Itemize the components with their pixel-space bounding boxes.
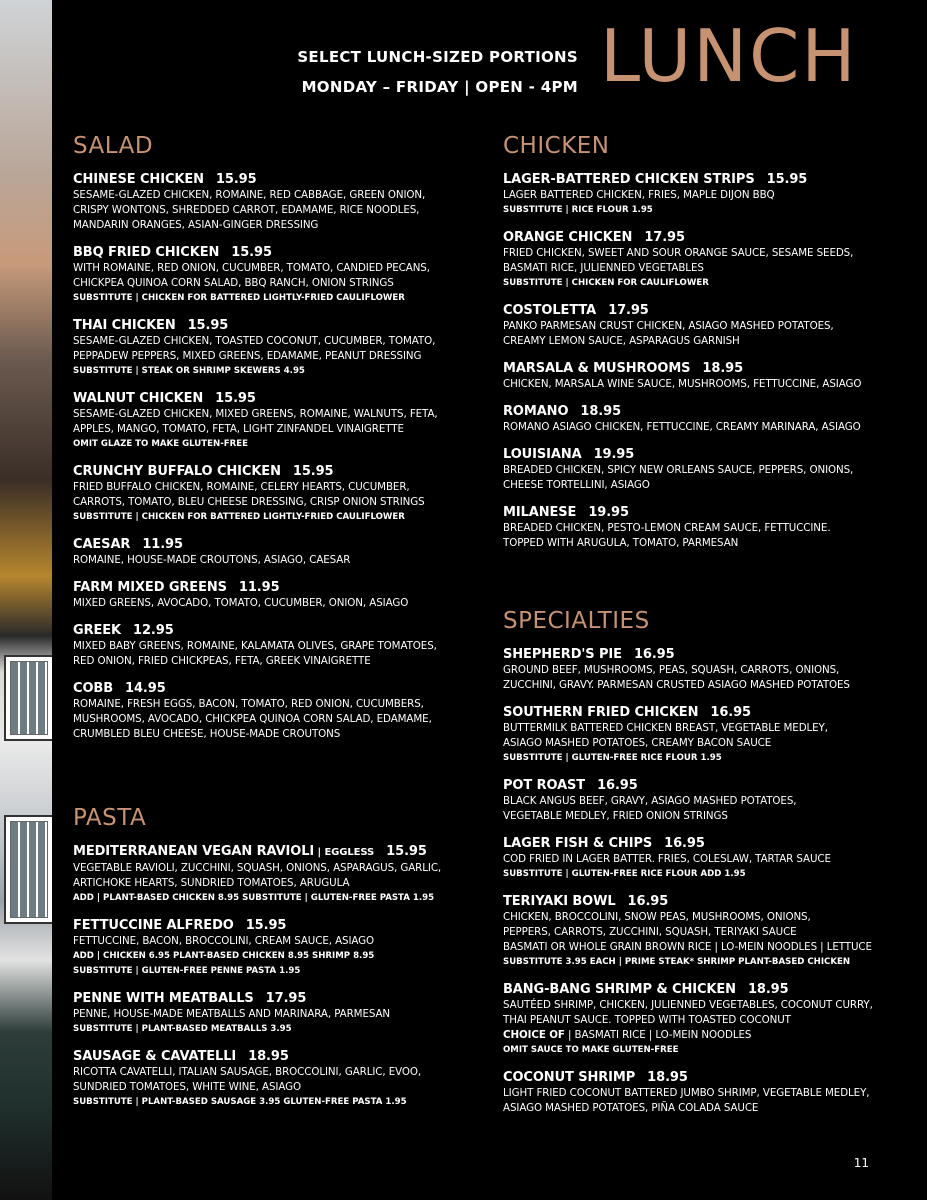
menu-item-name: COCONUT SHRIMP xyxy=(503,1070,636,1085)
menu-item-name: COSTOLETTA xyxy=(503,303,597,318)
menu-item-description: COD FRIED IN LAGER BATTER. FRIES, COLESLAW, TARTAR SAUCE xyxy=(503,853,831,865)
specialties-section xyxy=(503,608,908,1128)
menu-item-price: 16.95 xyxy=(627,894,669,909)
menu-item-name: SAUSAGE & CAVATELLI xyxy=(73,1049,237,1064)
menu-item-description: VEGETABLE RAVIOLI, ZUCCHINI, SQUASH, ONIONS, ASPARAGUS, GARLIC, xyxy=(73,862,442,874)
menu-item-note: SUBSTITUTE | CHICKEN FOR BATTERED LIGHTLY-FRIED CAULIFLOWER xyxy=(73,293,405,303)
menu-item-name: CRUNCHY BUFFALO CHICKEN xyxy=(73,464,281,479)
menu-item-description: SUNDRIED TOMATOES, WHITE WINE, ASIAGO xyxy=(73,1081,301,1093)
menu-item-description: CRUMBLED BLEU CHEESE, HOUSE-MADE CROUTONS xyxy=(73,728,341,740)
menu-item-name: BANG-BANG SHRIMP & CHICKEN xyxy=(503,982,736,997)
menu-item-name-row xyxy=(73,844,483,861)
menu-item-name: WALNUT CHICKEN xyxy=(73,391,204,406)
section-title-salad: SALAD xyxy=(73,133,154,159)
menu-item-name-row xyxy=(73,580,483,596)
menu-item-name-row xyxy=(73,464,483,480)
menu-item-name: FARM MIXED GREENS xyxy=(73,580,227,595)
menu-item-description: LAGER BATTERED CHICKEN, FRIES, MAPLE DIJON BBQ xyxy=(503,189,775,201)
menu-item xyxy=(73,681,483,742)
menu-item xyxy=(503,705,908,766)
menu-item-price: 17.95 xyxy=(608,303,649,318)
menu-item-note: ADD | PLANT-BASED CHICKEN 8.95 SUBSTITUTE | GLUTEN-FREE PASTA 1.95 xyxy=(73,893,435,903)
menu-item xyxy=(503,361,908,392)
menu-item-description: CRISPY WONTONS, SHREDDED CARROT, EDAMAME, RICE NOODLES, xyxy=(73,204,420,216)
menu-item-note: SUBSTITUTE | GLUTEN-FREE RICE FLOUR ADD 1.95 xyxy=(503,869,746,879)
menu-item-description: ROMANO ASIAGO CHICKEN, FETTUCCINE, CREAMY MARINARA, ASIAGO xyxy=(503,421,861,433)
menu-item-name: LAGER-BATTERED CHICKEN STRIPS xyxy=(503,172,755,187)
menu-item xyxy=(73,844,483,906)
menu-item-name: CAESAR xyxy=(73,537,131,552)
menu-item-name-row xyxy=(503,303,908,319)
menu-item-name-row xyxy=(73,391,483,407)
menu-item-price: 18.95 xyxy=(647,1070,688,1085)
menu-item-price: 16.95 xyxy=(597,778,638,793)
menu-item-name-row xyxy=(503,447,908,463)
window-image xyxy=(4,815,52,924)
menu-item-tag: | EGGLESS xyxy=(314,847,375,858)
menu-item-note: SUBSTITUTE | GLUTEN-FREE RICE FLOUR 1.95 xyxy=(503,753,722,763)
menu-item-price: 14.95 xyxy=(125,681,166,696)
menu-item-name-row xyxy=(73,172,483,188)
menu-item-price: 15.95 xyxy=(231,245,272,260)
menu-item-description: MIXED BABY GREENS, ROMAINE, KALAMATA OLIVES, GRAPE TOMATOES, xyxy=(73,640,437,652)
menu-item-description: MIXED GREENS, AVOCADO, TOMATO, CUCUMBER, ONION, ASIAGO xyxy=(73,597,409,609)
menu-item-name: TERIYAKI BOWL xyxy=(503,894,616,909)
menu-item-description: CHICKPEA QUINOA CORN SALAD, BBQ RANCH, ONION STRINGS xyxy=(73,277,394,289)
menu-item xyxy=(503,505,908,551)
menu-item-description: CHICKEN, BROCCOLINI, SNOW PEAS, MUSHROOMS, ONIONS, xyxy=(503,911,811,923)
menu-item-name-row xyxy=(503,836,908,852)
menu-item-note: SUBSTITUTE | RICE FLOUR 1.95 xyxy=(503,205,653,215)
menu-item-description: SESAME-GLAZED CHICKEN, TOASTED COCONUT, CUCUMBER, TOMATO, xyxy=(73,335,436,347)
menu-item-name-row xyxy=(503,230,908,246)
menu-item-description: ASIAGO MASHED POTATOES, PIÑA COLADA SAUCE xyxy=(503,1102,759,1114)
menu-item-price: 11.95 xyxy=(142,537,183,552)
menu-item-description: LIGHT FRIED COCONUT BATTERED JUMBO SHRIMP, VEGETABLE MEDLEY, xyxy=(503,1087,870,1099)
menu-item-note: SUBSTITUTE | PLANT-BASED SAUSAGE 3.95 GLUTEN-FREE PASTA 1.95 xyxy=(73,1097,407,1107)
menu-item-description: THAI PEANUT SAUCE. TOPPED WITH TOASTED COCONUT xyxy=(503,1014,791,1026)
menu-item-name-row xyxy=(503,505,908,521)
menu-item-description: CHEESE TORTELLINI, ASIAGO xyxy=(503,479,650,491)
menu-item-description: ROMAINE, HOUSE-MADE CROUTONS, ASIAGO, CAESAR xyxy=(73,554,351,566)
menu-item xyxy=(73,245,483,306)
menu-item xyxy=(73,537,483,568)
menu-item-price: 15.95 xyxy=(292,464,334,479)
menu-item-name-row xyxy=(73,623,483,639)
menu-item-name-row xyxy=(503,361,908,377)
menu-item-description: PEPPADEW PEPPERS, MIXED GREENS, EDAMAME, PEANUT DRESSING xyxy=(73,350,422,362)
menu-item-price: 17.95 xyxy=(644,230,685,245)
page-number: 11 xyxy=(853,1156,869,1170)
menu-item-description: SAUTÉED SHRIMP, CHICKEN, JULIENNED VEGETABLES, COCONUT CURRY, xyxy=(503,999,873,1011)
lunch-portions-subtitle: SELECT LUNCH-SIZED PORTIONS xyxy=(297,48,578,66)
section-title-pasta: PASTA xyxy=(73,805,147,831)
menu-item-description: SESAME-GLAZED CHICKEN, ROMAINE, RED CABBAGE, GREEN ONION, xyxy=(73,189,426,201)
menu-item-choice xyxy=(503,1028,908,1043)
menu-item-name-row xyxy=(503,172,908,188)
menu-item xyxy=(503,647,908,693)
menu-item xyxy=(73,464,483,525)
menu-item xyxy=(73,580,483,611)
menu-item-price: 15.95 xyxy=(386,844,427,859)
menu-item-price: 15.95 xyxy=(187,318,229,333)
section-title-chicken: CHICKEN xyxy=(503,133,610,159)
menu-item-name-row xyxy=(73,681,483,697)
menu-item-name: SHEPHERD'S PIE xyxy=(503,647,622,662)
menu-item-note: SUBSTITUTE | CHICKEN FOR BATTERED LIGHTLY-FRIED CAULIFLOWER xyxy=(73,512,405,522)
menu-item-note: OMIT SAUCE TO MAKE GLUTEN-FREE xyxy=(503,1045,679,1055)
menu-item-name-row xyxy=(503,1070,908,1086)
menu-item-description: SESAME-GLAZED CHICKEN, MIXED GREENS, ROMAINE, WALNUTS, FETA, xyxy=(73,408,438,420)
menu-item-name-row xyxy=(503,778,908,794)
menu-item-price: 17.95 xyxy=(265,991,307,1006)
menu-item-name: POT ROAST xyxy=(503,778,586,793)
menu-item xyxy=(73,991,483,1037)
menu-item-price: 18.95 xyxy=(580,404,622,419)
menu-item-description: BASMATI OR WHOLE GRAIN BROWN RICE | LO-MEIN NOODLES | LETTUCE xyxy=(503,941,872,953)
menu-item xyxy=(503,447,908,493)
menu-item-name: ROMANO xyxy=(503,404,569,419)
menu-item-description: PENNE, HOUSE-MADE MEATBALLS AND MARINARA, PARMESAN xyxy=(73,1008,391,1020)
menu-item-name-row xyxy=(73,991,483,1007)
choice-options: | BASMATI RICE | LO-MEIN NOODLES xyxy=(564,1029,752,1041)
menu-item xyxy=(503,982,908,1058)
menu-item xyxy=(503,894,908,970)
menu-item-name-row xyxy=(73,245,483,261)
choice-label: CHOICE OF xyxy=(503,1029,565,1041)
menu-item-name: PENNE WITH MEATBALLS xyxy=(73,991,254,1006)
menu-item-description: CHICKEN, MARSALA WINE SAUCE, MUSHROOMS, FETTUCCINE, ASIAGO xyxy=(503,378,862,390)
menu-item-price: 15.95 xyxy=(215,172,257,187)
salad-section xyxy=(73,133,483,754)
menu-item-name: MARSALA & MUSHROOMS xyxy=(503,361,691,376)
menu-item-name: MILANESE xyxy=(503,505,577,520)
menu-item-description: BUTTERMILK BATTERED CHICKEN BREAST, VEGETABLE MEDLEY, xyxy=(503,722,828,734)
menu-item xyxy=(73,318,483,379)
menu-item-note: SUBSTITUTE | GLUTEN-FREE PENNE PASTA 1.95 xyxy=(73,966,301,976)
menu-item-name: COBB xyxy=(73,681,114,696)
menu-item-description: PANKO PARMESAN CRUST CHICKEN, ASIAGO MASHED POTATOES, xyxy=(503,320,834,332)
menu-item-note: ADD | CHICKEN 6.95 PLANT-BASED CHICKEN 8.95 SHRIMP 8.95 xyxy=(73,951,375,961)
menu-item xyxy=(503,404,908,435)
menu-item-name: MEDITERRANEAN VEGAN RAVIOLI xyxy=(73,844,315,859)
menu-item-description: ARTICHOKE HEARTS, SUNDRIED TOMATOES, ARUGULA xyxy=(73,877,350,889)
menu-item-price: 16.95 xyxy=(633,647,675,662)
chicken-section xyxy=(503,133,908,563)
restaurant-photo-strip xyxy=(0,0,52,1200)
menu-item-description: FRIED BUFFALO CHICKEN, ROMAINE, CELERY HEARTS, CUCUMBER, xyxy=(73,481,410,493)
menu-item xyxy=(73,623,483,669)
menu-item-name-row xyxy=(73,918,483,934)
menu-item-name: CHINESE CHICKEN xyxy=(73,172,204,187)
menu-item-description: TOPPED WITH ARUGULA, TOMATO, PARMESAN xyxy=(503,537,739,549)
menu-item-description: BASMATI RICE, JULIENNED VEGETABLES xyxy=(503,262,704,274)
menu-item-price: 18.95 xyxy=(702,361,744,376)
menu-item-description: RICOTTA CAVATELLI, ITALIAN SAUSAGE, BROCCOLINI, GARLIC, EVOO, xyxy=(73,1066,422,1078)
menu-item-price: 16.95 xyxy=(710,705,751,720)
menu-item-name-row xyxy=(503,894,908,910)
menu-item-description: WITH ROMAINE, RED ONION, CUCUMBER, TOMATO, CANDIED PECANS, xyxy=(73,262,430,274)
menu-item-price: 15.95 xyxy=(245,918,287,933)
pasta-section xyxy=(73,805,483,1122)
menu-item-description: ROMAINE, FRESH EGGS, BACON, TOMATO, RED ONION, CUCUMBERS, xyxy=(73,698,424,710)
menu-item-description: GROUND BEEF, MUSHROOMS, PEAS, SQUASH, CARROTS, ONIONS, xyxy=(503,664,840,676)
menu-item-description: BLACK ANGUS BEEF, GRAVY, ASIAGO MASHED POTATOES, xyxy=(503,795,797,807)
menu-item-note: OMIT GLAZE TO MAKE GLUTEN-FREE xyxy=(73,439,248,449)
menu-item-description: CREAMY LEMON SAUCE, ASPARAGUS GARNISH xyxy=(503,335,740,347)
menu-item xyxy=(503,1070,908,1116)
window-image xyxy=(4,655,52,741)
menu-item-description: FETTUCCINE, BACON, BROCCOLINI, CREAM SAUCE, ASIAGO xyxy=(73,935,375,947)
menu-item-price: 16.95 xyxy=(664,836,705,851)
menu-item-price: 19.95 xyxy=(588,505,629,520)
menu-item xyxy=(73,172,483,233)
page-title: LUNCH xyxy=(600,14,858,98)
menu-item-description: ASIAGO MASHED POTATOES, CREAMY BACON SAUCE xyxy=(503,737,772,749)
menu-item-description: BREADED CHICKEN, SPICY NEW ORLEANS SAUCE, PEPPERS, ONIONS, xyxy=(503,464,854,476)
menu-item-description: MANDARIN ORANGES, ASIAN-GINGER DRESSING xyxy=(73,219,319,231)
menu-item-price: 15.95 xyxy=(215,391,256,406)
menu-item-price: 11.95 xyxy=(238,580,280,595)
menu-item-note: SUBSTITUTE 3.95 EACH | PRIME STEAK* SHRIMP PLANT-BASED CHICKEN xyxy=(503,957,851,967)
section-title-specialties: SPECIALTIES xyxy=(503,608,650,634)
menu-item-name: BBQ FRIED CHICKEN xyxy=(73,245,220,260)
menu-item-note: SUBSTITUTE | CHICKEN FOR CAULIFLOWER xyxy=(503,278,709,288)
menu-item-name: THAI CHICKEN xyxy=(73,318,176,333)
menu-item-price: 12.95 xyxy=(133,623,174,638)
menu-item xyxy=(503,172,908,218)
menu-item-note: SUBSTITUTE | STEAK OR SHRIMP SKEWERS 4.95 xyxy=(73,366,305,376)
menu-item-name-row xyxy=(503,647,908,663)
menu-item-name: SOUTHERN FRIED CHICKEN xyxy=(503,705,699,720)
menu-item-price: 18.95 xyxy=(747,982,789,997)
menu-item-name: FETTUCCINE ALFREDO xyxy=(73,918,234,933)
menu-item-description: ZUCCHINI, GRAVY. PARMESAN CRUSTED ASIAGO MASHED POTATOES xyxy=(503,679,850,691)
menu-item xyxy=(73,391,483,452)
menu-item xyxy=(503,230,908,291)
menu-item-description: FRIED CHICKEN, SWEET AND SOUR ORANGE SAUCE, SESAME SEEDS, xyxy=(503,247,854,259)
menu-item xyxy=(503,303,908,349)
menu-item-name: GREEK xyxy=(73,623,122,638)
menu-item-price: 15.95 xyxy=(766,172,808,187)
menu-item xyxy=(73,1049,483,1110)
menu-item xyxy=(503,778,908,824)
menu-item-description: BREADED CHICKEN, PESTO-LEMON CREAM SAUCE, FETTUCCINE. xyxy=(503,522,831,534)
menu-item xyxy=(503,836,908,882)
menu-item-description: PEPPERS, CARROTS, ZUCCHINI, SQUASH, TERIYAKI SAUCE xyxy=(503,926,797,938)
menu-item-name-row xyxy=(503,982,908,998)
menu-item-name: LOUISIANA xyxy=(503,447,582,462)
menu-item-name-row xyxy=(73,537,483,553)
menu-item-name-row xyxy=(73,318,483,334)
menu-item-description: MUSHROOMS, AVOCADO, CHICKPEA QUINOA CORN SALAD, EDAMAME, xyxy=(73,713,432,725)
menu-item-note: SUBSTITUTE | PLANT-BASED MEATBALLS 3.95 xyxy=(73,1024,292,1034)
menu-item xyxy=(73,918,483,979)
menu-item-description: VEGETABLE MEDLEY, FRIED ONION STRINGS xyxy=(503,810,728,822)
menu-item-name: LAGER FISH & CHIPS xyxy=(503,836,653,851)
hours-subtitle: MONDAY – FRIDAY | OPEN - 4PM xyxy=(301,78,578,96)
menu-item-name-row xyxy=(503,404,908,420)
menu-item-price: 19.95 xyxy=(593,447,635,462)
menu-item-description: RED ONION, FRIED CHICKPEAS, FETA, GREEK VINAIGRETTE xyxy=(73,655,371,667)
menu-item-name-row xyxy=(503,705,908,721)
menu-item-name-row xyxy=(73,1049,483,1065)
menu-item-price: 18.95 xyxy=(248,1049,289,1064)
menu-item-description: APPLES, MANGO, TOMATO, FETA, LIGHT ZINFANDEL VINAIGRETTE xyxy=(73,423,404,435)
menu-item-description: CARROTS, TOMATO, BLEU CHEESE DRESSING, CRISP ONION STRINGS xyxy=(73,496,425,508)
menu-item-name: ORANGE CHICKEN xyxy=(503,230,633,245)
